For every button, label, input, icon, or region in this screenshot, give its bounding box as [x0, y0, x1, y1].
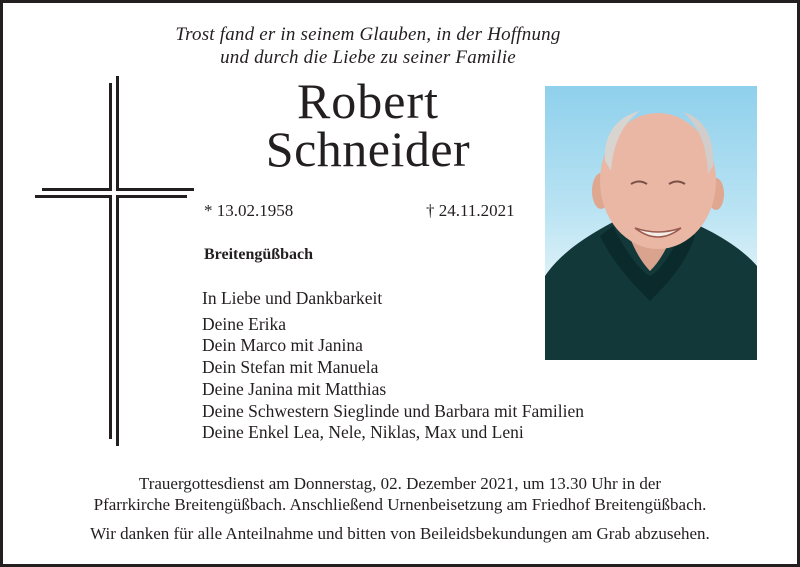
- mourner-item: Deine Janina mit Matthias: [202, 378, 387, 399]
- cross-icon: [3, 3, 203, 463]
- birth-star-icon: *: [204, 201, 213, 220]
- portrait-illustration: [545, 86, 757, 360]
- mourner-item: Dein Stefan mit Manuela: [202, 357, 379, 378]
- mourner-item: Deine Enkel Lea, Nele, Niklas, Max und Leni: [202, 422, 524, 443]
- portrait-photo: [545, 86, 757, 360]
- motto-line-1: Trost fand er in seinem Glauben, in der Hoffnung: [175, 24, 561, 45]
- service-line-1: Trauergottesdienst am Donnerstag, 02. Dezember 2021, um 13.30 Uhr in der: [138, 474, 662, 493]
- motto-line-2: und durch die Liebe zu seiner Familie: [220, 47, 516, 68]
- birth-date: * 13.02.1958: [204, 201, 294, 220]
- mourner-item: Deine Erika: [202, 313, 287, 334]
- deceased-name: [203, 73, 533, 177]
- funeral-service-info: [23, 473, 777, 515]
- first-name: Robert: [296, 73, 440, 129]
- mourners-list: [202, 288, 584, 444]
- hometown: Breitengüßbach: [204, 246, 314, 263]
- mourners-intro: In Liebe und Dankbarkeit: [202, 288, 383, 308]
- service-line-2: Pfarrkirche Breitengüßbach. Anschließend Urnenbeisetzung am Friedhof Breitengüßbach.: [93, 495, 707, 514]
- mourner-item: Dein Marco mit Janina: [202, 335, 363, 356]
- death-date: † 24.11.2021: [426, 201, 515, 220]
- last-name: Schneider: [265, 121, 471, 177]
- mourner-item: Deine Schwestern Sieglinde und Barbara mit Familien: [202, 400, 584, 421]
- death-dagger-icon: †: [426, 201, 435, 220]
- thanks-note: Wir danken für alle Anteilnahme und bitten von Beileidsbekundungen am Grab abzusehen.: [90, 524, 710, 543]
